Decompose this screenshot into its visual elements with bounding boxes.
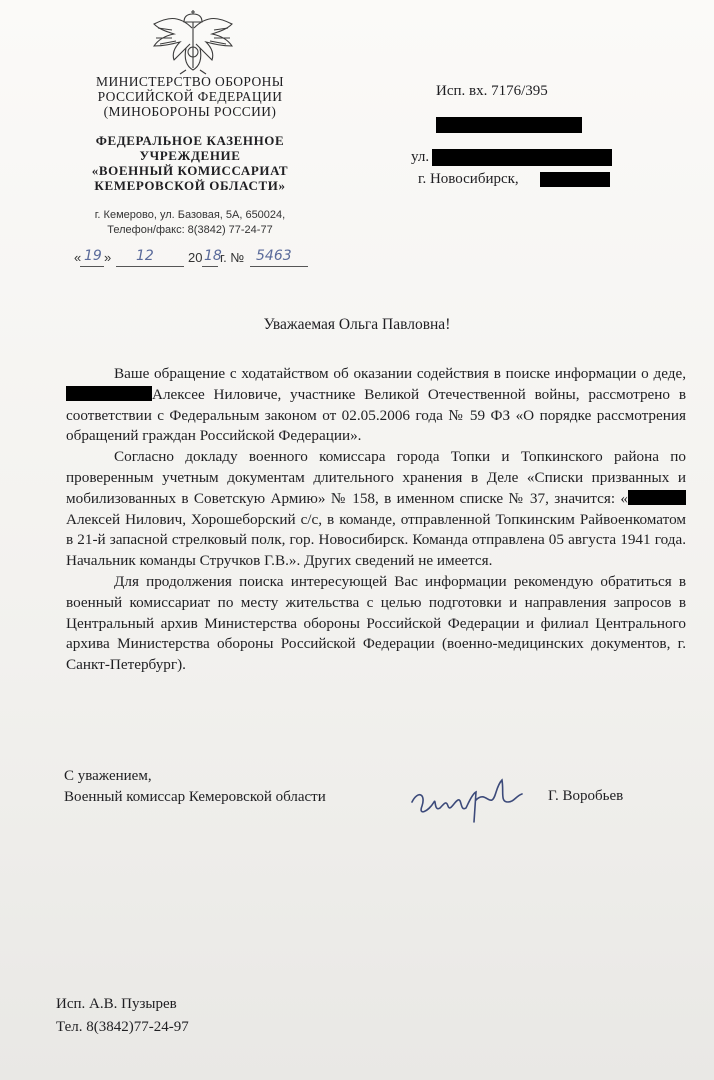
paragraph-2 (66, 447, 686, 572)
p1-text-after: Алексее Ниловиче, участнике Великой Отечественной войны, рассмотрено в соответствии с Федеральным законом от 02.05.2006 года № 59 ФЗ «О порядке рассмотрения обращений граждан Российской Федерации». (66, 385, 686, 445)
registration-line (74, 248, 324, 270)
redaction-house (540, 172, 610, 187)
closing-regards: С уважением, (64, 768, 152, 784)
reg-day: 19 (84, 248, 102, 264)
signer-name: Г. Воробьев (548, 788, 624, 804)
institution-name (40, 133, 340, 193)
institution-line: «ВОЕННЫЙ КОМИССАРИАТ (91, 163, 289, 178)
reg-year: 18 (204, 248, 222, 264)
executor-name: Исп. А.В. Пузырев (56, 996, 177, 1012)
reg-year-prefix: 20 (188, 250, 203, 265)
ministry-line: РОССИЙСКОЙ ФЕДЕРАЦИИ (97, 89, 283, 104)
ministry-line: (МИНОБОРОНЫ РОССИИ) (103, 104, 277, 119)
address-line: Телефон/факс: 8(3842) 77-24-77 (107, 224, 273, 236)
incoming-number: Исп. вх. 7176/395 (436, 83, 548, 99)
ministry-line: МИНИСТЕРСТВО ОБОРОНЫ (96, 74, 284, 89)
executor-block (56, 993, 189, 1039)
address-line: г. Кемерово, ул. Базовая, 5А, 650024, (94, 209, 286, 221)
reg-close-quote: » (104, 250, 112, 265)
p2-text-before: Согласно докладу военного комиссара города Топки и Топкинского района по проверенным учетным документам длительного хранения в Деле «Списки призванных и мобилизованных в Советскую Армию» № 158, в именном списке № 37, значится: « (66, 448, 686, 507)
letter-body (66, 364, 686, 676)
institution-line: УЧРЕЖДЕНИЕ (139, 148, 241, 163)
city-line: г. Новосибирск, (418, 171, 519, 187)
reg-open-quote: « (74, 250, 82, 265)
p2-text-after: Алексей Нилович, Хорошеборский с/с, в команде, отправленной Топкинским Райвоенкоматом в 21-й запасной стрелковый полк, гор. Новосибирск. Команда отправлена 05 августа 1941 года. Начальник команды Стручков Г.В.». Других сведений не имеется. (66, 510, 686, 570)
institution-line: ФЕДЕРАЛЬНОЕ КАЗЕННОЕ (95, 133, 285, 148)
redaction-surname (66, 386, 152, 401)
redaction-street (432, 149, 612, 166)
closing-block (64, 766, 326, 808)
signer-position: Военный комиссар Кемеровской области (64, 789, 326, 805)
redaction-recipient-name (436, 117, 582, 133)
reg-number-label: г. № (220, 250, 245, 265)
double-headed-eagle-emblem-icon (148, 8, 238, 76)
executor-phone: Тел. 8(3842)77-24-97 (56, 1019, 189, 1035)
paragraph-1 (66, 364, 686, 447)
p1-text-before: Ваше обращение с ходатайством об оказании содействия в поиске информации о деде, (114, 365, 686, 382)
ministry-name (40, 74, 340, 119)
reg-month: 12 (136, 248, 154, 264)
redaction-surname-2 (628, 490, 686, 505)
paragraph-3: Для продолжения поиска интересующей Вас информации рекомендую обратиться в военный комиссариат по месту жительства с целью подготовки и направления запросов в Центральный архив Министерства обороны Российской Федерации и филиал Центрального архива Министерства обороны Российской Федерации (военно-медицинских документов, г. Санкт-Петербург). (66, 572, 686, 674)
handwritten-signature (404, 772, 534, 830)
institution-address (40, 208, 340, 238)
salutation: Уважаемая Ольга Павловна! (263, 316, 451, 333)
institution-line: КЕМЕРОВСКОЙ ОБЛАСТИ» (94, 178, 286, 193)
reg-number: 5463 (256, 248, 292, 264)
street-prefix: ул. (411, 149, 430, 165)
